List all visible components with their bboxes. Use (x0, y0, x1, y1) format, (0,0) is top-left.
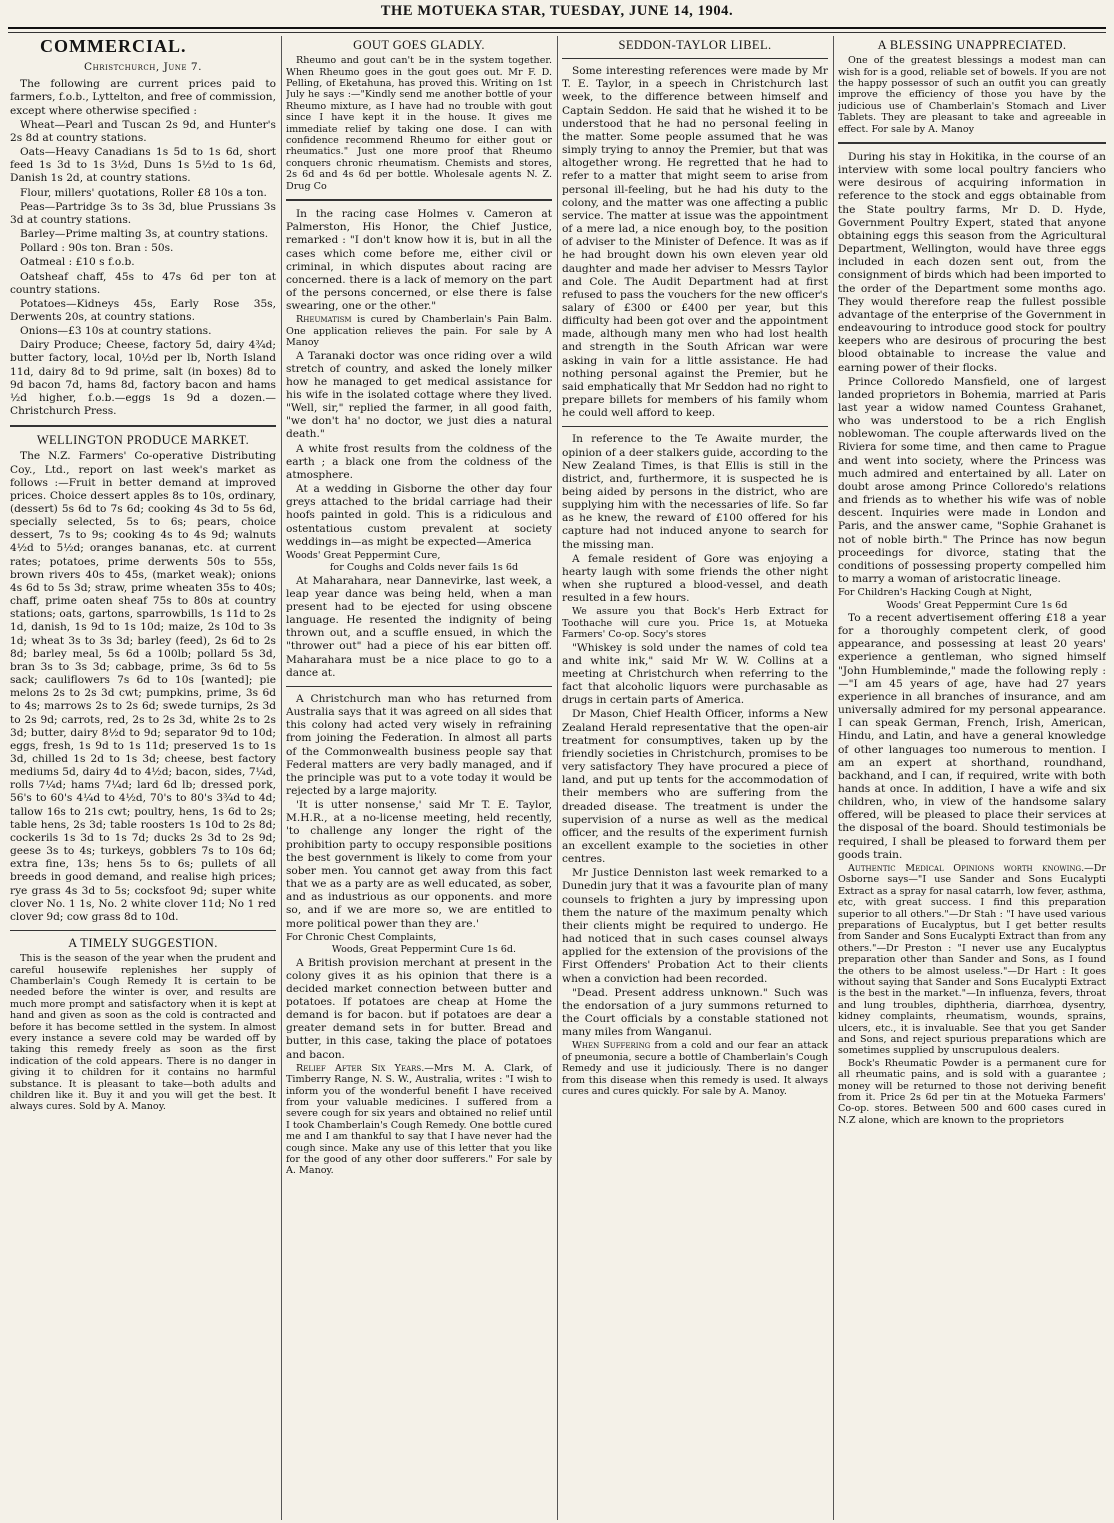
advert-line: Woods' Great Peppermint Cure 1s 6d (886, 599, 1068, 611)
lead-in: Authentic Medical Opinions worth knowing. (848, 862, 1085, 874)
article-paragraph: The N.Z. Farmers' Co-operative Distributing Coy., Ltd., report on last week's market as follows :—Fruit in better demand at improved prices. Choice dessert apples 8s to 10s, ordinary, (dessert) 5s 6d to 7s 6d; cooking 4s 3d to 5s 6d, specially selected, 5s to 6s; pears, choice dessert, 7s to 9s; cooking 4s to 4s 9d; walnuts 4½d to 5½d; oranges bananas, etc. at current rates; potatoes, prime derwents 50s to 55s, brown rivers 40s to 45s, (market weak); onions 4s 6d to 5s 3d; straw, prime wheaten 35s to 40s; chaff, prime oaten sheaf 75s to 80s at country stations; oats, gartons, sparrowbills, 1s 11d to 2s 1d, danish, 1s 9d to 1s 10d; maize, 2s 10d to 3s 1d; wheat 3s to 3s 3d; barley (feed), 2s 6d to 2s 8d; barley meal, 5s 6d a 100lb; pollard 5s 3d, bran 3s to 3s 3d; cabbage, prime, 3s 6d to 5s sack; cauliflowers 7s 6d to 10s [wanted]; pie melons 2s to 2s 3d cwt; pumpkins, prime, 3s 6d to 4s; marrows 2s to 2s 6d; swede turnips, 2s 3d to 2s 9d; carrots, red, 2s to 2s 3d, white 2s to 2s 3d; butter, dairy 8½d to 9d; separator 9d to 10d; eggs, fresh, 1s 9d to 1s 11d; preserved 1s to 1s 3d, chilled 1s 2d to 1s 3d; cheese, best factory mediums 5d, dairy 4d to 4½d; bacon, sides, 7¼d, rolls 7¼d; hams 7¼d; lard 6d lb; dressed pork, 56's to 60's 4¼d to 4½d, 70's to 80's 3¾d to 4d; tallow 16s to 21s cwt; poultry, hens, 1s 6d to 2s; table hens, 2s 3d; table roosters 1s 10d to 2s 8d; cockerils 1s 3d to 1s 7d; ducks 2s 3d to 2s 9d; geese 3s to 4s; turkeys, gobblers 7s to 10s 6d; extra fine, 13s; hens 5s to 6s; pullets of all breeds in good demand, and realise high prices; rye grass 4s 3d to 5s; cocksfoot 9d; super white clover No. 1 1s, No. 2 white clover 11d; No 1 red clover 9d; cow grass 8d to 10d. (10, 450, 276, 923)
column-1 (10, 38, 276, 1518)
article-paragraph: Wheat—Pearl and Tuscan 2s 9d, and Hunter's 2s 8d at country stations. (10, 118, 276, 144)
article-paragraph: During his stay in Hokitika, in the course of an interview with some local poultry fanciers who were desirous of acquiring information in reference to the stock and eggs obtainable from the State poultry farms, Mr D. D. Hyde, Government Poultry Expert, stated that anyone obtaining eggs this season from the Agricultural Department, Wellington, would have three eggs included in each dozen sent out, from the consignment of birds which had been imported to the order of the Department some months ago. They would therefore reap the fullest possible advantage of the enterprise of the Government in endeavouring to introduce good stock for poultry keepers who are desirous of procuring the best blood obtainable to increase the value and earning power of their flocks. (838, 151, 1106, 374)
section-rule (286, 199, 552, 201)
article-paragraph: Bock's Rheumatic Powder is a permanent cure for all rheumatic pains, and is sold with a guarantee ; money will be returned to those not deriving benefit from it. Price 2s 6d per tin at the Motueka Farmers' Co-op. stores. Between 500 and 600 cases cured in N.Z alone, which are known to the proprietors (838, 1057, 1106, 1126)
advert-line: For Children's Hacking Cough at Night, (838, 587, 1033, 599)
column-4 (838, 38, 1106, 1518)
gout-heading: GOUT GOES GLADLY. (353, 38, 485, 52)
article-paragraph: A white frost results from the coldness of the earth ; a black one from the coldness of the atmosphere. (286, 442, 552, 481)
article-paragraph: In the racing case Holmes v. Cameron at Palmerston, His Honor, the Chief Justice, remarked : "I don't know how it is, but in all the cases which come before me, either civil or criminal, in which disputes about racing are concerned. there is a lack of memory on the part of the persons concerned, or else there is false swearing, one or the other." (286, 208, 552, 313)
article-paragraph: "Whiskey is sold under the names of cold tea and white ink," said Mr W. W. Collins at a meeting at Christchurch when referring to the fact that alcoholic liquors were purchasable as drugs in certain parts of America. (562, 641, 828, 707)
article-paragraph (286, 1063, 552, 1177)
paragraph-body: —Mrs M. A. Clark, of Timberry Range, N. S. W., Australia, writes : "I wish to inform you of the wonderful benefit I have received from your valuable medicines. I suffered from a severe cough for six years and obtained no relief until I took Chamberlain's Cough Remedy. One bottle cured me and I am thankful to say that I have never had the cough since. Make any use of this letter that you like for the good of any other door sufferers." For sale by A. Manoy. (286, 1062, 552, 1177)
article-paragraph: Some interesting references were made by Mr T. E. Taylor, in a speech in Christchurch last week, to the difference between himself and Captain Seddon. He said that he wished it to be understood that he had no personal feeling in the matter. Some people assumed that he was simply trying to annoy the Premier, but that was altogether wrong. He regretted that he had to refer to a matter that might seem to arise from personal ill-feeling, but he had his duty to the colony, and the matter was one affecting a public service. The matter at issue was the appointment of a mere lad, a nice enough boy, to the position of adviser to the Minister of Defence. It was as if he had brought down his own eleven year old daughter and made her adviser to Messrs Taylor and Cole. The Audit Department had at first refused to pass the vouchers for the new officer's salary of £300 or £400 per year, but this difficulty had been got over and the appointment made, although many men who had lost health and strength in the South African war were asking in vain for a little assistance. He had nothing personal against the Premier, but he said emphatically that Mr Seddon had no right to prepare billets for members of his family whom he could well afford to keep. (562, 65, 828, 420)
dateline: Christchurch, June 7. (84, 61, 202, 74)
paragraph-body: —Dr Osborne says—"I use Sander and Sons Eucalypti Extract as a spray for nasal catarrh, low fever, asthma, etc, with great success. I find this preparation superior to all others."—Dr Stah : "I have used various preparations of Eucalyptus, but I get better results from Sander and Sons Eucalypti Extract than from any others."—Dr Preston : "I never use any Eucalyptus preparation other than Sander and Sons, as I found the others to be almost useless."—Dr Hart : It goes without saying that Sander and Sons Eucalypti Extract is the best in the market."—In influenza, fevers, throat and lung troubles, diphtheria, diarrhœa, dysentry, kidney complaints, rheumatism, wounds, sprains, ulcers, etc., it is invaluable. See that you get Sander and Sons, and reject spurious preparations which are sometimes supplied by unscrupulous dealers. (838, 862, 1106, 1057)
article-paragraph: Onions—£3 10s at country stations. (20, 325, 212, 338)
article-paragraph: At a wedding in Gisborne the other day four greys attached to the bridal carriage had their hoofs painted in gold. This is a ridiculous and ostentatious custom prevalent at society weddings in—as might be expected—America (286, 483, 552, 548)
lead-in: When Suffering (572, 1040, 651, 1052)
article-paragraph: Oatmeal : £10 s f.o.b. (20, 256, 135, 269)
section-rule (10, 930, 276, 931)
article-paragraph: To a recent advertisement offering £18 a year for a thoroughly competent clerk, of good appearance, and possessing at least 20 years' experience a gentleman, who signed himself "John Humbleminde," made the following reply :—"I am 45 years of age, have had 27 years experience in all branches of insurance, and am universally admired for my personal appearance. I can speak German, French, Irish, American, Hindu, and Latin, and have a general knowledge of other languages too numerous to mention. I am an expert at shorthand, roundhand, backhand, and I can, if required, write with both hands at once. In addition, I have a wife and six children, who, in view of the handsome salary offered, will be pleased to place their services at the disposal of the board. Should testimonials be required, I shall be pleased to forward them per goods train. (838, 611, 1106, 861)
article-paragraph: Barley—Prime malting 3s, at country stations. (20, 228, 269, 241)
column-2 (286, 38, 552, 1518)
advert-paragraph: We assure you that Bock's Herb Extract for Toothache will cure you. Price 1s, at Motueka Farmers' Co-op. Socy's stores (562, 606, 828, 641)
advert-line: Woods' Great Peppermint Cure, (286, 549, 441, 561)
article-paragraph: Dr Mason, Chief Health Officer, informs a New Zealand Herald representative that the open-air treatment for consumptives, taken up by the friendly societies in Christchurch, promises to be very satisfactory They have procured a piece of land, and put up tents for the accommodation of their members who are suffering from the dreaded disease. The treatment is under the supervision of a nurse as well as the medical officer, and the results of the experiment furnish an excellent example to the societies in other centres. (562, 708, 828, 866)
article-paragraph: A female resident of Gore was enjoying a hearty laugh with some friends the other night when she ruptured a blood-vessel, and death resulted in a few hours. (562, 552, 828, 605)
article-paragraph: A Taranaki doctor was once riding over a wild stretch of country, and asked the lonely milker how he managed to get medical assistance for his wife in the isolated cottage where they lived. "Well, sir," replied the farmer, in all good faith, "we don't ha' no doctor, we just dies a natural death." (286, 349, 552, 441)
section-rule (562, 426, 828, 427)
article-paragraph: Pollard : 90s ton. Bran : 50s. (20, 242, 174, 255)
masthead-rule (8, 27, 1106, 29)
masthead: THE MOTUEKA STAR, TUESDAY, JUNE 14, 1904. (380, 3, 734, 19)
section-rule (286, 686, 552, 687)
paragraph-body: from a cold and our fear an attack of pneumonia, secure a bottle of Chamberlain's Cough Remedy and use it judiciously. There is no danger from this disease when this remedy is used. It always cures and cures quickly. For sale by A. Manoy. (562, 1040, 828, 1097)
column-divider (281, 36, 282, 1520)
article-paragraph: A Christchurch man who has returned from Australia says that it was agreed on all sides that this colony had acted very wisely in refraining from joining the Federation. In almost all parts of the Commonwealth business people say that Federal matters are very badly managed, and if the principle was put to a vote today it would be rejected by a large majority. (286, 692, 552, 797)
article-paragraph: Rheumo and gout can't be in the system together. When Rheumo goes in the gout goes out. Mr F. D. Pelling, of Eketahuna, has proved this. Writing on 1st July he says :—"Kindly send me another bottle of your Rheumo mixture, as I have had no trouble with gout since I have kept it in the house. It gives me immediate relief by taking one dose. I can with confidence recommend Rheumo for either gout or rheumatics." Just one more proof that Rheumo conquers chronic rheumatism. Chemists and stores, 2s 6d and 4s 6d per bottle. Wholesale agents N. Z. Drug Co (286, 55, 552, 192)
article-paragraph: In reference to the Te Awaite murder, the opinion of a deer stalkers guide, according to the New Zealand Times, is that Ellis is still in the district, and, furthermore, it is suspected he is being aided by persons in the district, who are supplying him with the necessaries of life. So far as he knew, the reward of £100 offered for his capture had not induced anyone to search for the missing man. (562, 433, 828, 551)
section-rule (10, 425, 276, 427)
article-paragraph: This is the season of the year when the prudent and careful housewife replenishes her supply of Chamberlain's Cough Remedy It is certain to be needed before the winter is over, and results are much more prompt and satisfactory when it is kept at hand and given as soon as the cold is contracted and before it has become settled in the system. In almost every instance a severe cold may be warded off by taking this remedy freely as soon as the first indication of the cold appears. There is no danger in giving it to children for it contains no harmful substance. It is pleasant to take—both adults and children like it. Buy it and you will get the best. It always cures. Sold by A. Manoy. (10, 953, 276, 1113)
article-paragraph (286, 314, 552, 348)
article-paragraph: Peas—Partridge 3s to 3s 3d, blue Prussians 3s 3d at country stations. (10, 200, 276, 226)
article-paragraph: The following are current prices paid to farmers, f.o.b., Lyttelton, and free of commission, except where otherwise specified : (10, 78, 276, 117)
article-paragraph: Oats—Heavy Canadians 1s 5d to 1s 6d, short feed 1s 3d to 1s 3½d, Duns 1s 5½d to 1s 6d, Danish 1s 2d, at country stations. (10, 146, 276, 185)
article-paragraph: At Maharahara, near Dannevirke, last week, a leap year dance was being held, when a man present had to be ejected for using obscene language. He resented the indignity of being thrown out, and a scuffle ensued, in which the "thrower out" had a piece of his ear bitten off. Maharahara must be a nice place to go to a dance at. (286, 574, 552, 679)
article-paragraph (838, 863, 1106, 1057)
paragraph-body: is cured by Chamberlain's Pain Balm. One application relieves the pain. For sale by A Manoy (286, 314, 552, 349)
article-paragraph: Flour, millers' quotations, Roller £8 10s a ton. (20, 186, 267, 199)
timely-heading: A TIMELY SUGGESTION. (68, 936, 218, 950)
article-paragraph: 'It is utter nonsense,' said Mr T. E. Taylor, M.H.R., at a no-license meeting, held recently, 'to challenge any longer the right of the prohibition party to occupy responsible positions the best government is likely to come from your sober men. You cannot get away from this fact that we as a party are as well educated, as sober, and as industrious as our opponents. and more so, and if we are more so, we are entitled to more political power than they are.' (286, 799, 552, 930)
column-divider (557, 36, 558, 1520)
article-paragraph (562, 1040, 828, 1097)
blessing-heading: A BLESSING UNAPPRECIATED. (877, 38, 1067, 52)
section-rule (562, 58, 828, 59)
commercial-heading: COMMERCIAL. (40, 38, 187, 56)
advert-line: For Chronic Chest Complaints, (286, 931, 437, 943)
wellington-heading: WELLINGTON PRODUCE MARKET. (36, 433, 250, 448)
article-paragraph: Oatsheaf chaff, 45s to 47s 6d per ton at country stations. (10, 270, 276, 296)
article-paragraph: A British provision merchant at present in the colony gives it as his opinion that there is a decided market connection between butter and potatoes. If potatoes are cheap at Home the demand is for bacon. but if potatoes are dear a greater demand sets in for butter. Bread and butter, in this case, taking the place of potatoes and bacon. (286, 956, 552, 1061)
column-3 (562, 38, 828, 1518)
article-paragraph: Mr Justice Denniston last week remarked to a Dunedin jury that it was a favourite plan of many counsels to frighten a jury by impressing upon them the nature of the maximum penalty which their clients might be required to undergo. He had noticed that in such cases counsel always applied for the extension of the provisions of the First Offenders' Probation Act to their clients when a conviction had been recorded. (562, 867, 828, 985)
lead-in: Relief After Six Years. (296, 1062, 425, 1074)
advert-line: Woods, Great Peppermint Cure 1s 6d. (331, 944, 517, 956)
article-paragraph: Prince Colloredo Mansfield, one of largest landed proprietors in Bohemia, married at Paris last year a widow named Countess Grahanet, who was understood to be a rich English noblewoman. The couple afterwards lived on the Riviera for some time, and then came to Prague and went into society, where the Princess was much admired and entertained by all. Later on doubt arose among Prince Colloredo's relations and friends as to whether his wife was of noble descent. Inquiries were made in London and Paris, and the answer came, "Sophie Grahanet is not of noble birth." The Prince has now begun proceedings for divorce, stating that the conditions of possessing property compelled him to marry a woman of aristocratic lineage. (838, 375, 1106, 585)
article-paragraph: Potatoes—Kidneys 45s, Early Rose 35s, Derwents 20s, at country stations. (10, 297, 276, 323)
article-paragraph: Dairy Produce; Cheese, factory 5d, dairy 4¾d; butter factory, local, 10½d per lb, North Island 11d, dairy 8d to 9d prime, salt (in boxes) 8d to 9d bacon 7d, hams 8d, factory bacon and hams ½d higher, f.o.b.—eggs 1s 9d a dozen.—Christchurch Press. (10, 339, 276, 418)
masthead-rule-thin (8, 32, 1106, 33)
article-paragraph: "Dead. Present address unknown." Such was the endorsation of a jury summons returned to the Court officials by a constable stationed not many miles from Wanganui. (562, 986, 828, 1039)
column-divider (833, 36, 834, 1520)
seddon-heading: SEDDON-TAYLOR LIBEL. (618, 38, 772, 52)
lead-in: Rheumatism (296, 314, 352, 326)
article-paragraph: One of the greatest blessings a modest man can wish for is a good, reliable set of bowels. If you are not the happy possessor of such an outfit you can greatly improve the efficiency of those you have by the judicious use of Chamberlain's Stomach and Liver Tablets. They are pleasant to take and agreeable in effect. For sale by A. Manoy (838, 55, 1106, 135)
section-rule (838, 142, 1106, 144)
advert-line: for Coughs and Colds never fails 1s 6d (329, 562, 519, 574)
